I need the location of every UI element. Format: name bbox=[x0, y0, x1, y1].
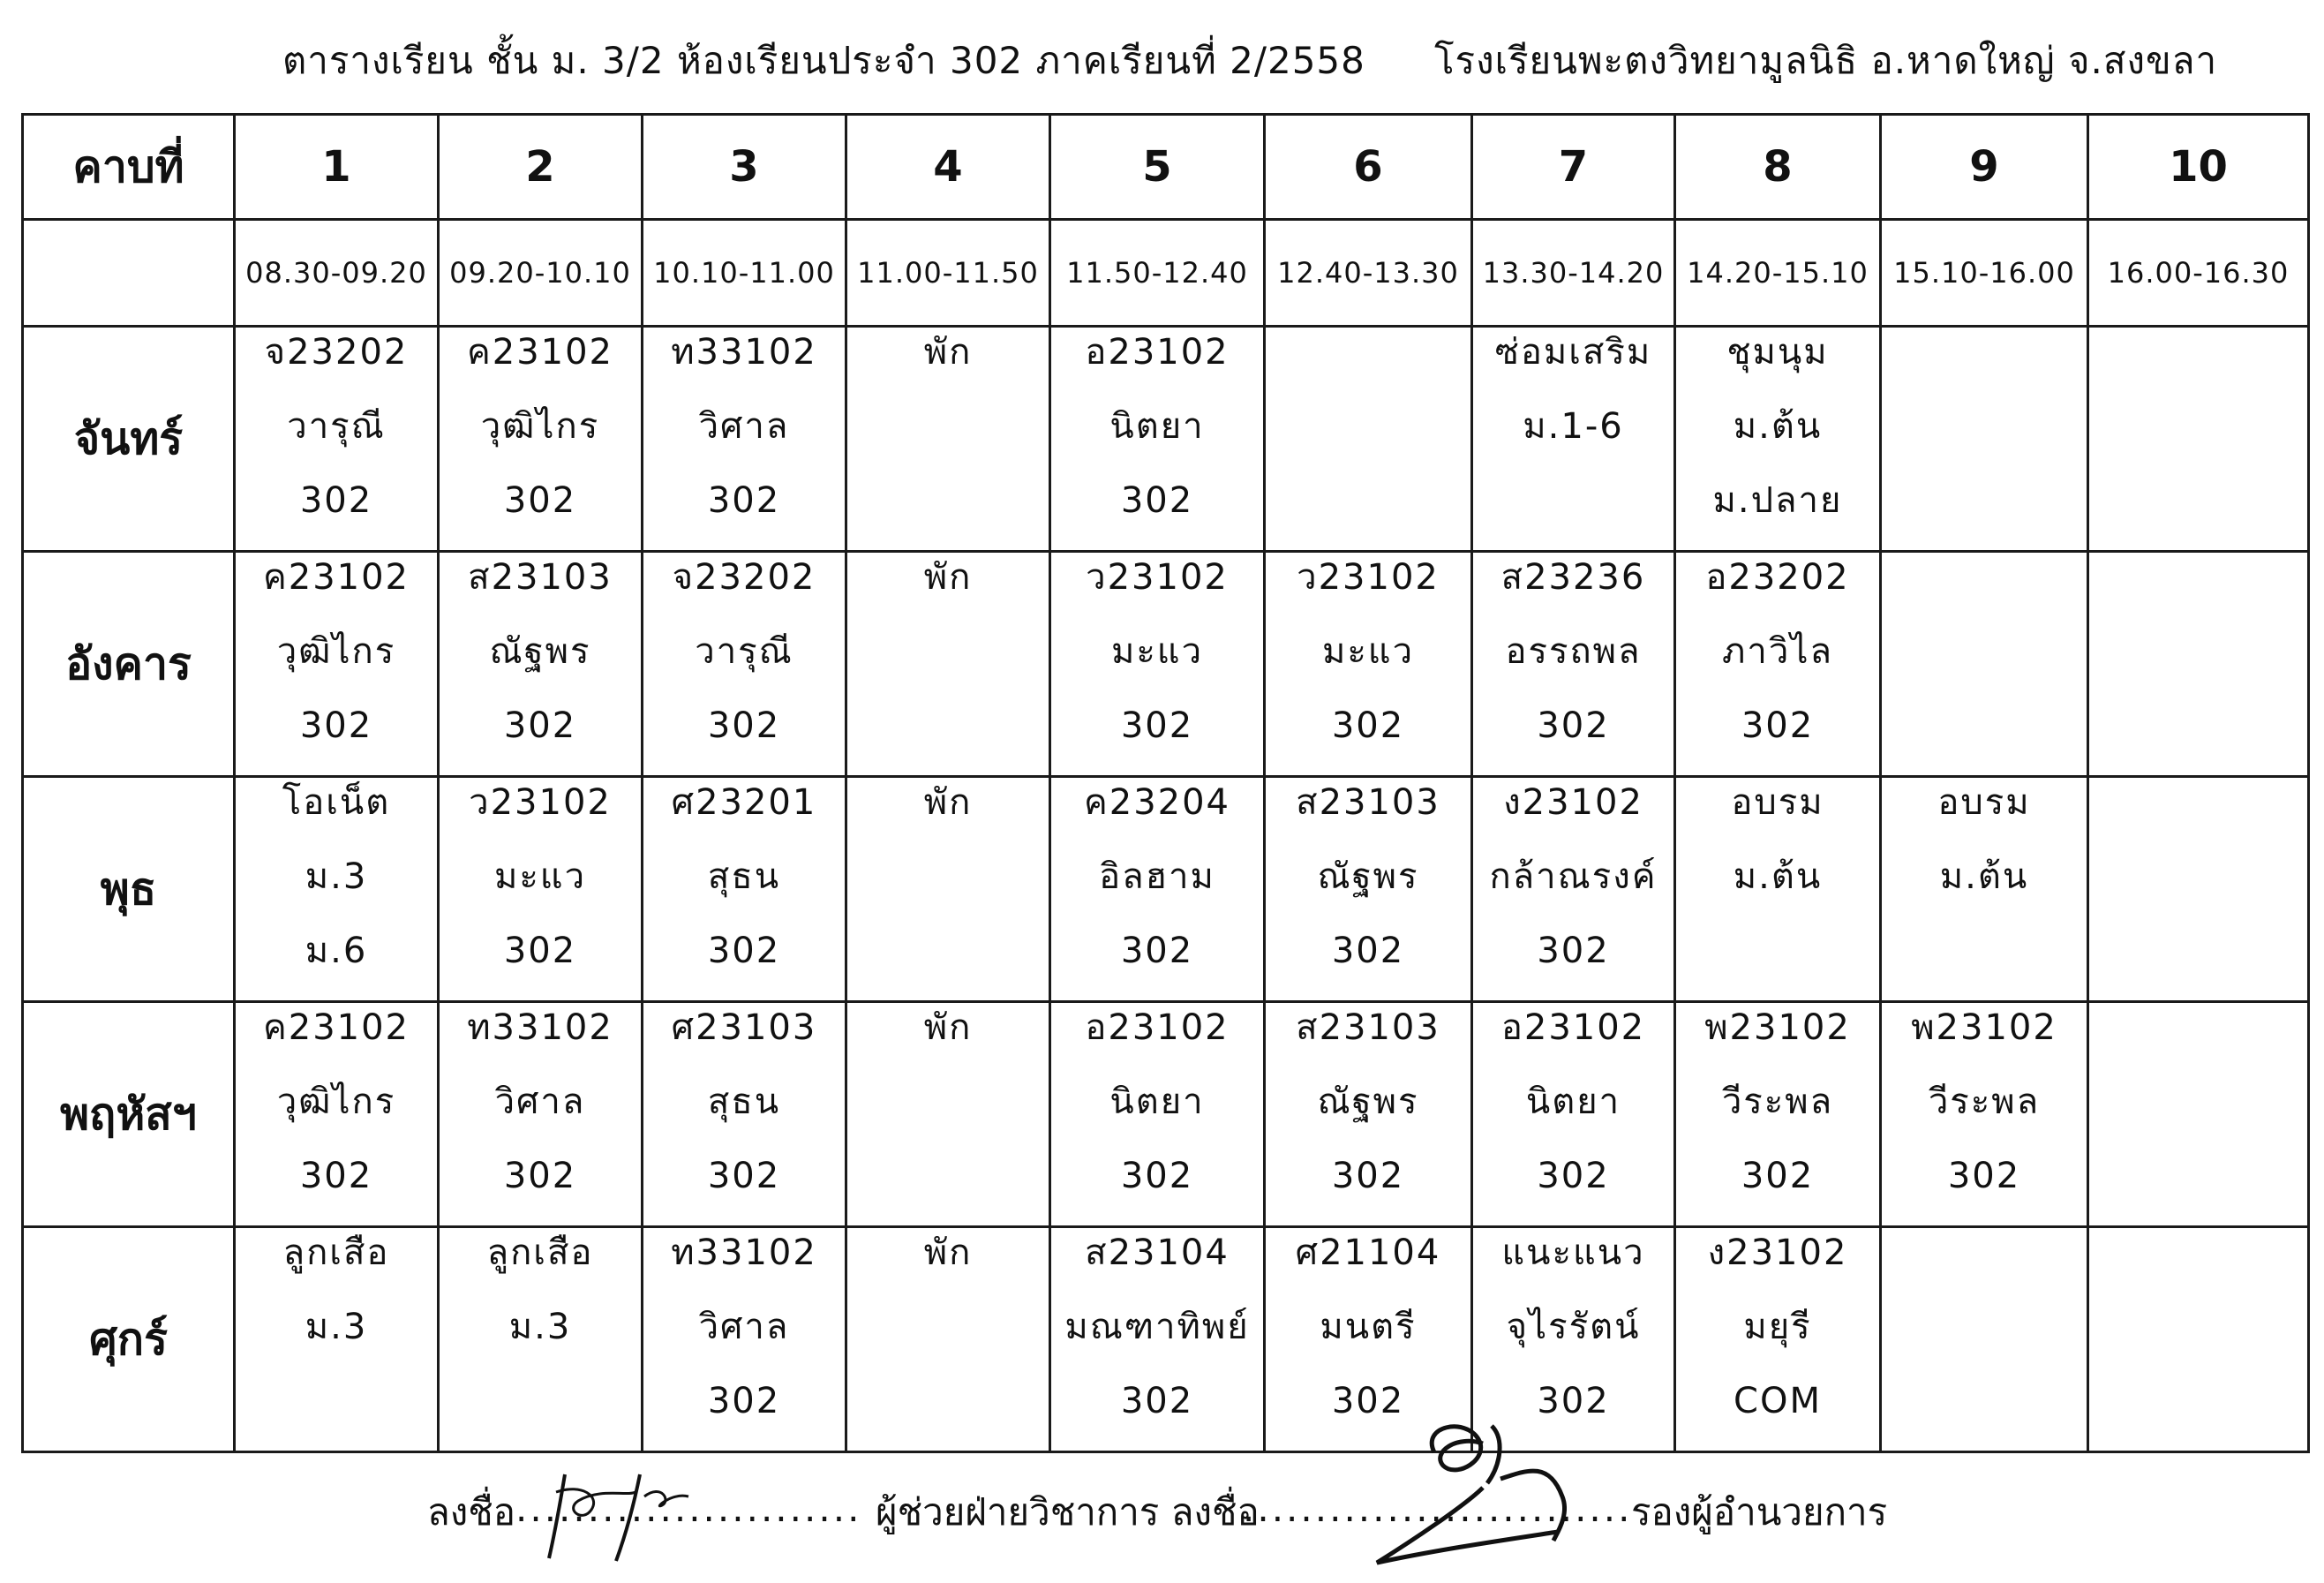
teacher-name: วิศาล bbox=[698, 1307, 790, 1347]
room-number: 302 bbox=[1120, 480, 1194, 521]
teacher-name: นิตยา bbox=[1525, 1082, 1621, 1122]
schedule-cell bbox=[1675, 327, 1881, 552]
time-row bbox=[23, 220, 2309, 327]
schedule-cell bbox=[235, 777, 439, 1002]
subject-code: ค23102 bbox=[262, 1007, 410, 1048]
subject-code: แนะแนว bbox=[1501, 1232, 1645, 1273]
schedule-cell bbox=[1265, 327, 1472, 552]
period-time: 13.30-14.20 bbox=[1472, 220, 1675, 327]
room-number: 302 bbox=[1537, 931, 1610, 971]
schedule-cell bbox=[643, 1227, 846, 1452]
room-number bbox=[847, 1151, 1049, 1225]
schedule-cell bbox=[1472, 327, 1675, 552]
period-time: 14.20-15.10 bbox=[1675, 220, 1881, 327]
teacher-name bbox=[2089, 627, 2307, 701]
room-number: 302 bbox=[1120, 1381, 1194, 1421]
teacher-name: ม.3 bbox=[508, 1307, 572, 1347]
schedule-cell bbox=[2088, 1002, 2309, 1227]
schedule-cell bbox=[439, 327, 643, 552]
room-number bbox=[2089, 926, 2307, 1000]
schedule-cell bbox=[846, 777, 1050, 1002]
room-number: 302 bbox=[707, 1381, 781, 1421]
schedule-cell bbox=[1050, 327, 1265, 552]
schedule-cell bbox=[1265, 777, 1472, 1002]
teacher-name: มะแว bbox=[1321, 631, 1415, 672]
schedule-cell bbox=[235, 1227, 439, 1452]
teacher-name: นิตยา bbox=[1109, 406, 1205, 447]
room-number bbox=[2089, 476, 2307, 550]
room-number: 302 bbox=[503, 1156, 577, 1196]
day-label: ศุกร์ bbox=[23, 1227, 235, 1452]
teacher-name: ม.3 bbox=[305, 856, 368, 897]
school-name: โรงเรียนพะตงวิทยามูลนิธิ อ.หาดใหญ่ จ.สงขลา bbox=[1434, 39, 2218, 82]
schedule-cell bbox=[846, 1227, 1050, 1452]
room-number: 302 bbox=[1331, 1156, 1405, 1196]
schedule-cell bbox=[1881, 777, 2088, 1002]
teacher-name: ม.ต้น bbox=[1733, 856, 1823, 897]
schedule-cell bbox=[846, 1002, 1050, 1227]
room-number: 302 bbox=[1120, 705, 1194, 746]
period-number: 2 bbox=[439, 115, 643, 220]
day-row bbox=[23, 777, 2309, 1002]
teacher-name: วุฒิไกร bbox=[276, 1082, 396, 1122]
period-number: 3 bbox=[643, 115, 846, 220]
subject-code bbox=[2089, 1228, 2307, 1302]
teacher-name: ภาวิไล bbox=[1722, 631, 1833, 672]
teacher-name: กล้าณรงค์ bbox=[1489, 856, 1658, 897]
room-number: 302 bbox=[503, 931, 577, 971]
teacher-name: วารุณี bbox=[287, 406, 386, 447]
schedule-cell bbox=[439, 552, 643, 777]
subject-code bbox=[2089, 553, 2307, 627]
teacher-name: ณัฐพร bbox=[489, 631, 591, 672]
room-number bbox=[1882, 701, 2087, 775]
teacher-name bbox=[847, 402, 1049, 476]
schedule-cell bbox=[2088, 327, 2309, 552]
subject-code: ศ23201 bbox=[671, 782, 817, 823]
period-header-row bbox=[23, 115, 2309, 220]
subject-code: อ23102 bbox=[1500, 1007, 1646, 1048]
subject-code: อบรม bbox=[1731, 782, 1824, 823]
room-number: 302 bbox=[707, 931, 781, 971]
subject-code: ว23102 bbox=[1297, 557, 1440, 598]
period-number: 5 bbox=[1050, 115, 1265, 220]
schedule-cell bbox=[643, 777, 846, 1002]
schedule-cell bbox=[1881, 552, 2088, 777]
subject-code bbox=[2089, 328, 2307, 402]
period-number: 1 bbox=[235, 115, 439, 220]
teacher-name bbox=[847, 627, 1049, 701]
handwritten-signature-2-icon bbox=[1359, 1417, 1624, 1576]
teacher-name: สุธน bbox=[707, 856, 781, 897]
room-number: 302 bbox=[503, 705, 577, 746]
subject-code: ท33102 bbox=[671, 1232, 817, 1273]
period-time: 08.30-09.20 bbox=[235, 220, 439, 327]
period-number: 10 bbox=[2088, 115, 2309, 220]
room-number: 302 bbox=[1331, 931, 1405, 971]
schedule-cell bbox=[235, 1002, 439, 1227]
schedule-cell bbox=[439, 777, 643, 1002]
signature-line-1: ........................ bbox=[515, 1487, 862, 1530]
schedule-cell bbox=[2088, 1227, 2309, 1452]
room-number: 302 bbox=[299, 480, 373, 521]
subject-code bbox=[1882, 553, 2087, 627]
room-number: ม.6 bbox=[305, 931, 368, 971]
document-header bbox=[0, 26, 2324, 88]
subject-code: ท33102 bbox=[467, 1007, 613, 1048]
schedule-cell bbox=[235, 552, 439, 777]
day-row bbox=[23, 1002, 2309, 1227]
teacher-name bbox=[847, 1302, 1049, 1376]
schedule-cell bbox=[1472, 1002, 1675, 1227]
teacher-name bbox=[1882, 1302, 2087, 1376]
subject-code bbox=[1266, 328, 1470, 402]
teacher-name: วุฒิไกร bbox=[276, 631, 396, 672]
period-time: 11.50-12.40 bbox=[1050, 220, 1265, 327]
subject-code: จ23202 bbox=[672, 557, 816, 598]
room-number bbox=[2089, 1376, 2307, 1451]
room-number: COM bbox=[1734, 1381, 1822, 1421]
period-number: 8 bbox=[1675, 115, 1881, 220]
teacher-name: นิตยา bbox=[1109, 1082, 1205, 1122]
room-number: 302 bbox=[1537, 1156, 1610, 1196]
teacher-name: ม.3 bbox=[305, 1307, 368, 1347]
schedule-cell bbox=[2088, 777, 2309, 1002]
subject-code: พัก bbox=[923, 1232, 973, 1273]
teacher-name bbox=[847, 852, 1049, 926]
schedule-cell bbox=[1675, 777, 1881, 1002]
room-number bbox=[2089, 701, 2307, 775]
period-time: 16.00-16.30 bbox=[2088, 220, 2309, 327]
subject-code: ซ่อมเสริม bbox=[1494, 332, 1652, 373]
day-label: พฤหัสฯ bbox=[23, 1002, 235, 1227]
schedule-cell bbox=[1050, 777, 1265, 1002]
subject-code: พัก bbox=[923, 332, 973, 373]
room-number bbox=[1473, 476, 1673, 550]
schedule-cell bbox=[1050, 1227, 1265, 1452]
subject-code: จ23202 bbox=[264, 332, 409, 373]
room-number: 302 bbox=[1741, 705, 1815, 746]
room-number: 302 bbox=[1331, 705, 1405, 746]
signature-line-2: ........................... bbox=[1243, 1487, 1633, 1530]
class-schedule-table bbox=[21, 113, 2310, 1453]
schedule-cell bbox=[1472, 552, 1675, 777]
subject-code: ค23204 bbox=[1083, 782, 1230, 823]
schedule-cell bbox=[1265, 552, 1472, 777]
room-number bbox=[1882, 476, 2087, 550]
day-label: พุธ bbox=[23, 777, 235, 1002]
teacher-name: ม.ต้น bbox=[1939, 856, 2029, 897]
period-label: คาบที่ bbox=[23, 115, 235, 220]
teacher-name bbox=[2089, 402, 2307, 476]
subject-code: อ23102 bbox=[1085, 332, 1230, 373]
sign-label: ลงชื่อ bbox=[427, 1490, 515, 1534]
period-number: 9 bbox=[1881, 115, 2088, 220]
schedule-cell bbox=[2088, 552, 2309, 777]
subject-code: ง23102 bbox=[1503, 782, 1643, 823]
teacher-name: วีระพล bbox=[1928, 1082, 2041, 1122]
subject-code: พัก bbox=[923, 1007, 973, 1048]
subject-code: ค23102 bbox=[262, 557, 410, 598]
room-number bbox=[847, 701, 1049, 775]
room-number: 302 bbox=[299, 705, 373, 746]
teacher-name bbox=[1266, 402, 1470, 476]
room-number: 302 bbox=[1331, 1381, 1405, 1421]
schedule-cell bbox=[1050, 552, 1265, 777]
period-time: 09.20-10.10 bbox=[439, 220, 643, 327]
schedule-title: ตารางเรียน ชั้น ม. 3/2 ห้องเรียนประจำ 302 ภาคเรียนที่ 2/2558 bbox=[282, 39, 1365, 82]
room-number: 302 bbox=[1537, 1381, 1610, 1421]
subject-code: ชุมนุม bbox=[1726, 332, 1829, 373]
teacher-name bbox=[1882, 402, 2087, 476]
schedule-cell bbox=[1881, 1002, 2088, 1227]
teacher-name: วีระพล bbox=[1721, 1082, 1834, 1122]
subject-code: อ23102 bbox=[1085, 1007, 1230, 1048]
schedule-cell bbox=[846, 327, 1050, 552]
schedule-cell bbox=[1881, 1227, 2088, 1452]
subject-code: ค23102 bbox=[466, 332, 613, 373]
period-time: 10.10-11.00 bbox=[643, 220, 846, 327]
room-number bbox=[847, 1376, 1049, 1451]
subject-code: อ23202 bbox=[1705, 557, 1850, 598]
subject-code: ศ21104 bbox=[1295, 1232, 1441, 1273]
room-number: 302 bbox=[1947, 1156, 2021, 1196]
subject-code: ส23103 bbox=[468, 557, 613, 598]
room-number bbox=[1676, 926, 1879, 1000]
subject-code bbox=[2089, 778, 2307, 852]
room-number bbox=[440, 1376, 641, 1451]
teacher-name: มณฑาทิพย์ bbox=[1064, 1307, 1250, 1347]
subject-code: อบรม bbox=[1937, 782, 2031, 823]
teacher-name bbox=[2089, 1077, 2307, 1151]
teacher-name bbox=[1882, 627, 2087, 701]
room-number: ม.ปลาย bbox=[1712, 480, 1843, 521]
time-row-blank bbox=[23, 220, 235, 327]
subject-code: พ23102 bbox=[1704, 1007, 1851, 1048]
teacher-name: มนตรี bbox=[1320, 1307, 1417, 1347]
handwritten-signature-1-icon bbox=[530, 1457, 759, 1563]
subject-code bbox=[1882, 328, 2087, 402]
room-number: 302 bbox=[1537, 705, 1610, 746]
room-number bbox=[847, 476, 1049, 550]
teacher-name: มะแว bbox=[1110, 631, 1204, 672]
subject-code: ส23236 bbox=[1500, 557, 1646, 598]
schedule-cell bbox=[1675, 1002, 1881, 1227]
subject-code: ว23102 bbox=[469, 782, 612, 823]
period-number: 7 bbox=[1472, 115, 1675, 220]
period-time: 15.10-16.00 bbox=[1881, 220, 2088, 327]
teacher-name: ณัฐพร bbox=[1317, 1082, 1419, 1122]
subject-code: โอเน็ต bbox=[282, 782, 391, 823]
subject-code bbox=[2089, 1003, 2307, 1077]
day-row bbox=[23, 327, 2309, 552]
teacher-name: ม.1-6 bbox=[1523, 406, 1624, 447]
subject-code: ส23104 bbox=[1085, 1232, 1230, 1273]
room-number bbox=[236, 1376, 437, 1451]
schedule-cell bbox=[846, 552, 1050, 777]
room-number: 302 bbox=[707, 705, 781, 746]
subject-code: ลูกเสือ bbox=[282, 1232, 390, 1273]
subject-code: พ23102 bbox=[1911, 1007, 2057, 1048]
room-number: 302 bbox=[299, 1156, 373, 1196]
schedule-cell bbox=[1881, 327, 2088, 552]
teacher-name: จุไรรัตน์ bbox=[1506, 1307, 1641, 1347]
teacher-name bbox=[2089, 1302, 2307, 1376]
subject-code: ส23103 bbox=[1296, 782, 1440, 823]
teacher-name bbox=[847, 1077, 1049, 1151]
schedule-cell bbox=[1675, 552, 1881, 777]
subject-code: ง23102 bbox=[1707, 1232, 1848, 1273]
teacher-name: วิศาล bbox=[494, 1082, 586, 1122]
schedule-cell bbox=[643, 1002, 846, 1227]
teacher-name bbox=[2089, 852, 2307, 926]
teacher-name: วิศาล bbox=[698, 406, 790, 447]
schedule-cell bbox=[1050, 1002, 1265, 1227]
schedule-cell bbox=[1675, 1227, 1881, 1452]
subject-code bbox=[1882, 1228, 2087, 1302]
signature-footer bbox=[0, 1466, 2324, 1572]
subject-code: ลูกเสือ bbox=[486, 1232, 594, 1273]
subject-code: พัก bbox=[923, 782, 973, 823]
teacher-name: ณัฐพร bbox=[1317, 856, 1419, 897]
teacher-name: อิลฮาม bbox=[1099, 856, 1215, 897]
schedule-cell bbox=[1265, 1002, 1472, 1227]
subject-code: พัก bbox=[923, 557, 973, 598]
schedule-cell bbox=[439, 1002, 643, 1227]
day-row bbox=[23, 552, 2309, 777]
subject-code: ท33102 bbox=[671, 332, 817, 373]
schedule-body bbox=[23, 115, 2309, 1452]
teacher-name: มะแว bbox=[493, 856, 587, 897]
room-number: 302 bbox=[1120, 931, 1194, 971]
subject-code: ว23102 bbox=[1086, 557, 1229, 598]
room-number: 302 bbox=[707, 480, 781, 521]
day-label: จันทร์ bbox=[23, 327, 235, 552]
room-number: 302 bbox=[1120, 1156, 1194, 1196]
teacher-name: วุฒิไกร bbox=[480, 406, 600, 447]
day-label: อังคาร bbox=[23, 552, 235, 777]
room-number bbox=[2089, 1151, 2307, 1225]
schedule-cell bbox=[235, 327, 439, 552]
room-number: 302 bbox=[503, 480, 577, 521]
period-number: 4 bbox=[846, 115, 1050, 220]
teacher-name: สุธน bbox=[707, 1082, 781, 1122]
period-time: 12.40-13.30 bbox=[1265, 220, 1472, 327]
teacher-name: อรรถพล bbox=[1505, 631, 1642, 672]
room-number bbox=[847, 926, 1049, 1000]
day-row bbox=[23, 1227, 2309, 1452]
period-time: 11.00-11.50 bbox=[846, 220, 1050, 327]
schedule-cell bbox=[643, 327, 846, 552]
teacher-name: วารุณี bbox=[695, 631, 793, 672]
schedule-cell bbox=[643, 552, 846, 777]
subject-code: ศ23103 bbox=[671, 1007, 817, 1048]
period-number: 6 bbox=[1265, 115, 1472, 220]
academic-assistant-role: ผู้ช่วยฝ่ายวิชาการ ลงชื่อ bbox=[876, 1490, 1260, 1534]
room-number bbox=[1882, 926, 2087, 1000]
deputy-director-role: รองผู้อำนวยการ bbox=[1631, 1490, 1888, 1534]
room-number bbox=[1266, 476, 1470, 550]
subject-code: ส23103 bbox=[1296, 1007, 1440, 1048]
teacher-name: ม.ต้น bbox=[1733, 406, 1823, 447]
room-number bbox=[1882, 1376, 2087, 1451]
room-number: 302 bbox=[1741, 1156, 1815, 1196]
schedule-cell bbox=[1472, 777, 1675, 1002]
teacher-name: มยุรี bbox=[1743, 1307, 1812, 1347]
schedule-cell bbox=[439, 1227, 643, 1452]
room-number: 302 bbox=[707, 1156, 781, 1196]
